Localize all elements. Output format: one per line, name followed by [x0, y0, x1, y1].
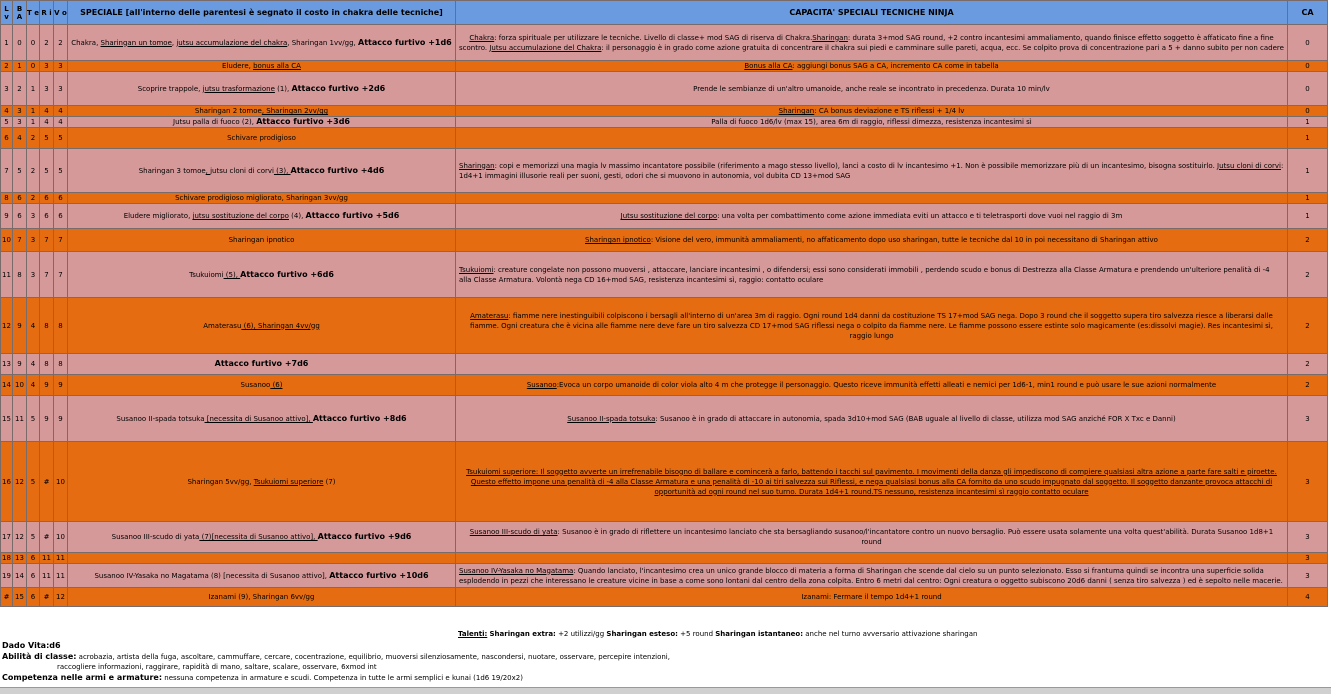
speciale-segment: [necessita di Susanoo attivo],: [204, 414, 313, 423]
cell-lv[interactable]: 1: [1, 25, 13, 61]
speciale-segment: Jutsu palla di fuoco (2),: [173, 118, 257, 126]
cell-capacita[interactable]: [456, 128, 1288, 149]
cell-te[interactable]: 3: [27, 229, 40, 252]
talenti-line: [458, 629, 977, 639]
cell-ri[interactable]: 9: [40, 396, 54, 442]
cell-ri[interactable]: 6: [40, 204, 54, 229]
capacita-segment: : creature congelate non possono muoversi , attaccare, lanciare incantesimi , o difendersi; essi sono considerati immobili , perdendo scudo e bonus di Destrezza alla Classe Armatura e prendendo un'ulteriore penalità di -4 alla Classe Armatura. Volontà nega CD 16+mod SAG, resistenza incantesimi sì, raggio: contatto oculare: [459, 265, 1270, 284]
table-row: [1, 553, 1328, 564]
capacita-segment: : il personaggio è in grado come azione gratuita di concentrare il chakra sui piedi e camminare sulle pareti, acqua, ecc. Se colpito prova di concentrazione pari a 5 + danno subito per non cadere: [601, 43, 1284, 52]
cell-ca[interactable]: 1: [1288, 149, 1328, 193]
cell-vo[interactable]: 10: [54, 442, 68, 522]
capacita-segment: Susanoo IV-Yasaka no Magatama: [459, 566, 574, 575]
cell-lv[interactable]: 9: [1, 204, 13, 229]
cell-lv[interactable]: 16: [1, 442, 13, 522]
speciale-segment: Sharingan un tomoe: [100, 38, 172, 47]
cell-te[interactable]: 2: [27, 128, 40, 149]
cell-ba[interactable]: 6: [13, 193, 27, 204]
cell-vo[interactable]: 7: [54, 229, 68, 252]
dado-vita-value: d6: [49, 641, 61, 650]
cell-ba[interactable]: 10: [13, 375, 27, 396]
cell-ri[interactable]: 4: [40, 117, 54, 128]
table-row: [1, 128, 1328, 149]
speciale-segment: (7): [323, 477, 336, 486]
cell-ba[interactable]: 2: [13, 72, 27, 106]
cell-lv[interactable]: 12: [1, 298, 13, 354]
cell-ba[interactable]: 5: [13, 149, 27, 193]
speciale-segment: Attacco furtivo +2d6: [291, 83, 386, 93]
capacita-segment: Tsukuiomi superiore: Il soggetto avverte un irrefrenabile bisogno di ballare e comincerà a farlo, battendo i tacchi sul pavimento. I movimenti della danza gli impediscono di compiere qualsiasi altra azione a parte fare salti e piroette. Questo effetto impone una penalità di -4 alla Classe Armatura e una penalità di -10 ai tiri salvezza sui Riflessi, e nega qualsiasi bonus alla CA fornito da uno scudo impugnato dal soggetto. Il soggetto danzante provoca attacchi di opportunità ad ogni round nel suo turno. Durata 1d4+1 round.TS nessuno, resistenza incantesimi sì raggio contatto oculare: [466, 467, 1277, 496]
abilita-line: [2, 652, 670, 662]
cell-speciale[interactable]: [68, 375, 456, 396]
speciale-segment: Sharingan 3 tomoe: [138, 166, 206, 175]
cell-te[interactable]: 3: [27, 204, 40, 229]
cell-ri[interactable]: 5: [40, 149, 54, 193]
speciale-segment: Chakra,: [71, 38, 101, 47]
table-row: [1, 298, 1328, 354]
capacita-segment: Susanoo III-scudo di yata: [469, 528, 558, 536]
talento-3-name: Sharingan istantaneo:: [715, 630, 804, 638]
capacita-segment: : aggiungi bonus SAG a CA, incremento CA come in tabella: [792, 62, 999, 70]
cell-ca[interactable]: 4: [1288, 588, 1328, 607]
speciale-segment: Sharingan 5vv/gg,: [187, 477, 254, 486]
header-te: T e: [27, 1, 40, 25]
cell-te[interactable]: 1: [27, 72, 40, 106]
cell-vo[interactable]: 12: [54, 588, 68, 607]
cell-ba[interactable]: 3: [13, 106, 27, 117]
cell-speciale[interactable]: [68, 298, 456, 354]
cell-lv[interactable]: 2: [1, 61, 13, 72]
cell-capacita[interactable]: [456, 61, 1288, 72]
cell-ca[interactable]: 2: [1288, 354, 1328, 375]
capacita-segment: : durata 3+mod SAG round, +2 contro incantesimi ammaliamento, quando finisce effetto soggetto è affaticato fine a fine scontro.: [459, 33, 1274, 52]
speciale-segment: jutsu sostituzione del corpo: [192, 212, 289, 220]
cell-ca[interactable]: 3: [1288, 553, 1328, 564]
cell-ca[interactable]: 1: [1288, 117, 1328, 128]
cell-capacita[interactable]: [456, 522, 1288, 553]
cell-ri[interactable]: 8: [40, 298, 54, 354]
speciale-segment: Eludere,: [222, 62, 254, 70]
capacita-segment: Sharingan: [459, 161, 495, 170]
cell-te[interactable]: 1: [27, 117, 40, 128]
cell-te[interactable]: 4: [27, 375, 40, 396]
talento-1-text: +2 utilizzi/gg: [555, 630, 607, 638]
cell-ba[interactable]: 12: [13, 442, 27, 522]
speciale-segment: Schivare prodigioso: [227, 134, 296, 142]
cell-ri[interactable]: 2: [40, 25, 54, 61]
capacita-segment: : una volta per combattimento come azione immediata eviti un attacco e ti teletrasporti dove vuoi nel raggio di 3m: [717, 212, 1123, 220]
cell-ca[interactable]: 0: [1288, 106, 1328, 117]
cell-ri[interactable]: #: [40, 442, 54, 522]
cell-te[interactable]: 5: [27, 522, 40, 553]
cell-vo[interactable]: 6: [54, 193, 68, 204]
cell-vo[interactable]: 11: [54, 564, 68, 588]
cell-speciale[interactable]: [68, 553, 456, 564]
speciale-segment: Tsukuiomi: [189, 270, 224, 279]
cell-ri[interactable]: 4: [40, 106, 54, 117]
cell-te[interactable]: 6: [27, 553, 40, 564]
cell-capacita[interactable]: [456, 229, 1288, 252]
speciale-segment: ,: [171, 38, 177, 47]
cell-capacita[interactable]: [456, 252, 1288, 298]
cell-te[interactable]: 1: [27, 106, 40, 117]
speciale-segment: (3),: [273, 166, 291, 175]
cell-ca[interactable]: 0: [1288, 61, 1328, 72]
cell-capacita[interactable]: [456, 396, 1288, 442]
cell-ri[interactable]: 11: [40, 553, 54, 564]
cell-capacita[interactable]: [456, 204, 1288, 229]
capacita-segment: : Visione del vero, immunità ammaliamenti, no affaticamento dopo uso sharingan, tutte le tecniche dal 10 in poi necessitano di Sharingan attivo: [650, 236, 1158, 244]
speciale-segment: Sharingan 2 tomoe: [194, 107, 262, 115]
cell-speciale[interactable]: [68, 193, 456, 204]
cell-lv[interactable]: 5: [1, 117, 13, 128]
capacita-segment: : 1d4+1 immagini illusorie reali per suoni, gesti, odori che si muovono in autonomia, vol dubita CD 13+mod SAG: [459, 161, 1284, 180]
header-capacita: CAPACITA' SPECIALI TECNICHE NINJA: [456, 1, 1288, 25]
cell-speciale[interactable]: [68, 128, 456, 149]
speciale-segment: Susanoo: [240, 381, 271, 389]
cell-vo[interactable]: 10: [54, 522, 68, 553]
cell-speciale[interactable]: [68, 117, 456, 128]
cell-speciale[interactable]: [68, 522, 456, 553]
cell-te[interactable]: 5: [27, 396, 40, 442]
cell-ri[interactable]: 7: [40, 252, 54, 298]
speciale-segment: jutsu cloni di corvi: [210, 166, 274, 175]
table-row: [1, 72, 1328, 106]
cell-vo[interactable]: 2: [54, 25, 68, 61]
speciale-segment: Attacco furtivo +4d6: [290, 165, 385, 175]
cell-capacita[interactable]: [456, 117, 1288, 128]
cell-speciale[interactable]: [68, 72, 456, 106]
cell-ba[interactable]: 12: [13, 522, 27, 553]
speciale-segment: (6), Sharingan 4vv/gg: [241, 321, 320, 330]
speciale-segment: (4),: [288, 212, 306, 220]
capacita-segment: : Susanoo è in grado di attaccare in autonomia, spada 3d10+mod SAG (BAB uguale al livello di classe, utilizza mod SAG anziché FOR X Txc e Danni): [655, 414, 1176, 423]
talenti-label: Talenti:: [458, 630, 488, 638]
header-ri: R i: [40, 1, 54, 25]
cell-capacita[interactable]: [456, 298, 1288, 354]
capacita-segment: Jutsu cloni di corvi: [1217, 161, 1281, 170]
table-row: [1, 522, 1328, 553]
cell-capacita[interactable]: [456, 25, 1288, 61]
table-header-row: [1, 1, 1328, 25]
table-row: [1, 375, 1328, 396]
cell-te[interactable]: 4: [27, 354, 40, 375]
cell-vo[interactable]: 3: [54, 61, 68, 72]
speciale-segment: Attacco furtivo +1d6: [358, 37, 452, 47]
cell-lv[interactable]: 15: [1, 396, 13, 442]
cell-lv[interactable]: 17: [1, 522, 13, 553]
cell-ca[interactable]: 1: [1288, 193, 1328, 204]
cell-lv[interactable]: 18: [2, 554, 11, 562]
speciale-segment: Sharingan ipnotico: [228, 236, 295, 244]
cell-ri[interactable]: #: [40, 522, 54, 553]
cell-ba[interactable]: 4: [13, 128, 27, 149]
speciale-segment: (6): [270, 381, 283, 389]
cell-ri[interactable]: 3: [40, 72, 54, 106]
speciale-segment: ,: [205, 166, 211, 175]
cell-vo[interactable]: 9: [54, 396, 68, 442]
table-row: [1, 204, 1328, 229]
speciale-segment: Scoprire trappole,: [137, 84, 203, 93]
table-row: [1, 442, 1328, 522]
capacita-segment: Susanoo II-spada totsuka: [567, 414, 656, 423]
speciale-segment: Attacco furtivo +3d6: [256, 117, 350, 126]
cell-ba[interactable]: 14: [13, 564, 27, 588]
cell-ba[interactable]: 1: [13, 61, 27, 72]
capacita-segment: Prende le sembianze di un'altro umanoide, anche reale se incontrato in precedenza. Durata 10 min/lv: [693, 84, 1050, 93]
capacita-segment: Bonus alla CA: [744, 62, 793, 70]
table-row: [1, 564, 1328, 588]
speciale-segment: Susanoo III-scudo di yata: [111, 533, 200, 541]
table-row: [1, 588, 1328, 607]
cell-lv[interactable]: 7: [1, 149, 13, 193]
cell-te[interactable]: 2: [27, 193, 40, 204]
cell-ri[interactable]: 6: [40, 193, 54, 204]
cell-ba[interactable]: 8: [13, 252, 27, 298]
cell-vo[interactable]: 5: [54, 149, 68, 193]
table-row: [1, 252, 1328, 298]
cell-vo[interactable]: 4: [54, 106, 68, 117]
cell-vo[interactable]: 3: [54, 72, 68, 106]
speciale-segment: , Sharingan 2vv/gg: [261, 107, 329, 115]
cell-ca[interactable]: 3: [1288, 442, 1328, 522]
speciale-segment: Tsukuiomi superiore: [253, 477, 324, 486]
table-row: [1, 25, 1328, 61]
cell-speciale[interactable]: [68, 442, 456, 522]
cell-speciale[interactable]: [68, 588, 456, 607]
cell-ca[interactable]: 2: [1288, 252, 1328, 298]
speciale-segment: jutsu trasformazione: [202, 84, 275, 93]
cell-speciale[interactable]: [68, 149, 456, 193]
cell-ba[interactable]: 7: [13, 229, 27, 252]
cell-lv[interactable]: 10: [1, 229, 13, 252]
cell-capacita[interactable]: [456, 375, 1288, 396]
cell-ri[interactable]: 7: [40, 229, 54, 252]
speciale-segment: Attacco furtivo +9d6: [317, 532, 412, 541]
table-row: [1, 149, 1328, 193]
table-row: [1, 396, 1328, 442]
cell-ba[interactable]: 9: [13, 354, 27, 375]
cell-capacita[interactable]: [456, 564, 1288, 588]
cell-ba[interactable]: 3: [13, 117, 27, 128]
cell-speciale[interactable]: [68, 396, 456, 442]
cell-lv[interactable]: 3: [1, 72, 13, 106]
table-row: [1, 117, 1328, 128]
cell-te[interactable]: 6: [27, 588, 40, 607]
cell-capacita[interactable]: [456, 442, 1288, 522]
table-row: [1, 193, 1328, 204]
cell-ca[interactable]: 3: [1288, 522, 1328, 553]
capacita-segment: :Evoca un corpo umanoide di color viola alto 4 m che protegge il personaggio. Questo riceve immunità effetti alleati e nemici per 1d6-1, min1 round e può usare le sue azioni normalmente: [556, 381, 1217, 389]
cell-vo[interactable]: 5: [54, 128, 68, 149]
competenza-label: Competenza nelle armi e armature:: [2, 673, 163, 682]
capacita-segment: Sharingan: [812, 33, 848, 42]
cell-capacita[interactable]: [456, 72, 1288, 106]
speciale-segment: Amaterasu: [203, 321, 242, 330]
speciale-segment: Attacco furtivo +6d6: [240, 269, 334, 279]
speciale-segment: Attacco furtivo +5d6: [305, 211, 400, 220]
cell-vo[interactable]: 11: [54, 553, 68, 564]
cell-ba[interactable]: 11: [13, 396, 27, 442]
talento-2-text: +5 round: [677, 630, 716, 638]
cell-ca[interactable]: 0: [1288, 25, 1328, 61]
cell-speciale[interactable]: [68, 106, 456, 117]
cell-lv[interactable]: 8: [1, 193, 13, 204]
cell-te[interactable]: 4: [27, 298, 40, 354]
table-row: [1, 106, 1328, 117]
cell-ba[interactable]: 15: [13, 588, 27, 607]
cell-ba[interactable]: 9: [13, 298, 27, 354]
cell-speciale[interactable]: [68, 25, 456, 61]
cell-vo[interactable]: 8: [54, 298, 68, 354]
cell-ri[interactable]: 8: [40, 354, 54, 375]
speciale-segment: Susanoo II-spada totsuka: [116, 414, 205, 423]
dado-vita-line: [2, 641, 61, 651]
capacita-segment: Izanami: Fermare il tempo 1d4+1 round: [801, 593, 942, 601]
cell-speciale[interactable]: [68, 354, 456, 375]
capacita-segment: Jutsu accumulazione del Chakra: [489, 43, 602, 52]
speciale-segment: jutsu accumulazione del chakra: [176, 38, 288, 47]
cell-ba[interactable]: 0: [13, 25, 27, 61]
table-row: [1, 354, 1328, 375]
capacita-segment: Amaterasu: [470, 311, 509, 320]
cell-vo[interactable]: 4: [54, 117, 68, 128]
speciale-segment: Attacco furtivo +7d6: [214, 359, 309, 368]
capacita-segment: : copi e memorizzi una magia lv massimo incantatore possibile (riferimento a mago stesso livello), lanci a costo di lv incantesimo +1. Non è possibile memorizzare più di un incantesimo, bisogna sostituirlo.: [494, 161, 1218, 170]
talento-1-name: Sharingan extra:: [489, 630, 556, 638]
capacita-segment: Sharingan: [778, 107, 815, 115]
cell-ca[interactable]: 2: [1288, 298, 1328, 354]
capacita-segment: Palla di fuoco 1d6/lv (max 15), area 6m di raggio, riflessi dimezza, resistenza incantesimi sì: [711, 118, 1032, 126]
cell-vo[interactable]: 7: [54, 252, 68, 298]
cell-lv[interactable]: 6: [1, 128, 13, 149]
talento-3-text: anche nel turno avversario attivazione sharingan: [803, 630, 978, 638]
cell-capacita[interactable]: [456, 553, 1288, 564]
cell-speciale[interactable]: [68, 204, 456, 229]
cell-ca[interactable]: 2: [1288, 229, 1328, 252]
cell-lv[interactable]: 19: [1, 564, 13, 588]
cell-capacita[interactable]: [456, 354, 1288, 375]
cell-capacita[interactable]: [456, 149, 1288, 193]
capacita-segment: Susanoo: [526, 381, 557, 389]
cell-ca[interactable]: 1: [1288, 128, 1328, 149]
header-vo: V o: [54, 1, 68, 25]
cell-ca[interactable]: 3: [1288, 396, 1328, 442]
cell-ri[interactable]: 3: [40, 61, 54, 72]
cell-capacita[interactable]: [456, 193, 1288, 204]
speciale-segment: Attacco furtivo +10d6: [329, 570, 429, 580]
capacita-segment: Jutsu sostituzione del corpo: [620, 212, 718, 220]
speciale-segment: (1),: [274, 84, 292, 93]
header-ba: B A: [13, 1, 27, 25]
cell-ri[interactable]: 5: [40, 128, 54, 149]
cell-vo[interactable]: 8: [54, 354, 68, 375]
abilita-line-2: [57, 662, 377, 672]
speciale-segment: Izanami (9), Sharingan 6vv/gg: [208, 593, 315, 601]
capacita-segment: : forza spirituale per utilizzare le tecniche. Livello di classe+ mod SAG di riserva di Chakra.: [494, 33, 813, 42]
speciale-segment: Eludere migliorato,: [123, 212, 193, 220]
speciale-segment: bonus alla CA: [253, 62, 301, 70]
cell-ri[interactable]: #: [40, 588, 54, 607]
cell-ca[interactable]: 0: [1288, 72, 1328, 106]
cell-vo[interactable]: 9: [54, 375, 68, 396]
cell-ca[interactable]: 3: [1288, 564, 1328, 588]
speciale-segment: (7)[necessita di Susanoo attivo],: [199, 533, 318, 541]
cell-ca[interactable]: 1: [1288, 204, 1328, 229]
cell-speciale[interactable]: [68, 252, 456, 298]
header-speciale: SPECIALE [all'interno delle parentesi è segnato il costo in chakra delle tecniche]: [68, 1, 456, 25]
capacita-segment: : Quando lanciato, l'incantesimo crea un unico grande blocco di materia a forma di Sharingan che scende dal cielo su un punto selezionato. Esso si frantuma quindi se incontra una superficie solida esplodendo in pezzi che interessano le creature vicine in base a come sono lontani dal centro della zona colpita. Entro 6 metri dal centro: Ogni creatura o oggetto subiscono 20d6 danni ( senza tiro salvezza ) ed è sepolto nelle macerie.: [459, 566, 1283, 585]
table-row: [1, 61, 1328, 72]
competenza-line: [2, 673, 523, 683]
cell-speciale[interactable]: [68, 229, 456, 252]
capacita-segment: : CA bonus deviazione e TS riflessi + 1/4 lv: [814, 107, 965, 115]
speciale-segment: Susanoo IV-Yasaka no Magatama (8) [necessita di Susanoo attivo],: [94, 571, 330, 580]
capacita-segment: : fiamme nere inestinguibili colpiscono i bersagli all'interno di un'area 3m di raggio. Ogni round 1d4 danni da costituzione TS 17+mod SAG nega. Dopo 3 round che il soggetto supera tiro salvezza riesce a liberarsi dalle fiamme. Ogni creatura che è vicina alle fiamme nere deve fare un tiro salvezza CD 17+mod SAG riflessi nega o colpito da fiamme nere. Le fiamme possono essere estinte solo magicamente (es:dissolvi magie). Res incantesimi sì, raggio lungo: [470, 311, 1273, 340]
abilita-label: Abilità di classe:: [2, 652, 77, 661]
capacita-segment: : Susanoo è in grado di riflettere un incantesimo lanciato che sta bersagliando susanoo/l'incantatore contro un nuovo bersaglio. Può essere usata solamente una volta quest'abilità. Durata Susanoo 1d8+1 round: [557, 528, 1274, 546]
cell-ba[interactable]: 6: [13, 204, 27, 229]
cell-te[interactable]: 2: [27, 149, 40, 193]
cell-lv[interactable]: 13: [1, 354, 13, 375]
header-lv: L v: [1, 1, 13, 25]
speciale-segment: Attacco furtivo +8d6: [312, 413, 407, 423]
cell-speciale[interactable]: [68, 564, 456, 588]
cell-te[interactable]: 6: [27, 564, 40, 588]
dado-vita-label: Dado Vita:: [2, 641, 50, 650]
cell-te[interactable]: 0: [27, 61, 40, 72]
cell-capacita[interactable]: [456, 588, 1288, 607]
cell-lv[interactable]: #: [1, 588, 13, 607]
cell-te[interactable]: 0: [27, 25, 40, 61]
speciale-segment: , Sharingan 1vv/gg,: [287, 38, 358, 47]
capacita-segment: Tsukuiomi: [459, 265, 494, 274]
competenza-text: nessuna competenza in armature e scudi. Competenza in tutte le armi semplici e kunai (1d6 19/20x2): [162, 674, 523, 682]
speciale-segment: (5),: [223, 270, 241, 279]
speciale-segment: Schivare prodigioso migliorato, Sharingan 3vv/gg: [175, 194, 348, 202]
cell-vo[interactable]: 6: [54, 204, 68, 229]
cell-ri[interactable]: 11: [40, 564, 54, 588]
cell-lv[interactable]: 11: [1, 252, 13, 298]
cell-ri[interactable]: 9: [40, 375, 54, 396]
capacita-segment: Sharingan ipnotico: [585, 236, 651, 244]
cell-speciale[interactable]: [68, 61, 456, 72]
cell-te[interactable]: 3: [27, 252, 40, 298]
capacita-segment: Chakra: [469, 33, 495, 42]
cell-ba[interactable]: 13: [13, 553, 27, 564]
table-row: [1, 229, 1328, 252]
abilita-text-2: raccogliere informazioni, raggirare, rapidità di mano, saltare, scalare, osservare, 6xmod int: [57, 663, 377, 671]
talento-2-name: Sharingan esteso:: [606, 630, 678, 638]
abilita-text-1: acrobazia, artista della fuga, ascoltare, cammuffare, cercare, cocentrazione, equilibrio, muoversi silenziosamente, nascondersi, nuotare, osservare, percepire intenzioni,: [76, 653, 670, 661]
cell-te[interactable]: 5: [27, 442, 40, 522]
header-ca: CA: [1288, 1, 1328, 25]
cell-lv[interactable]: 14: [1, 375, 13, 396]
cell-ca[interactable]: 2: [1288, 375, 1328, 396]
cell-lv[interactable]: 4: [1, 106, 13, 117]
cell-capacita[interactable]: [456, 106, 1288, 117]
